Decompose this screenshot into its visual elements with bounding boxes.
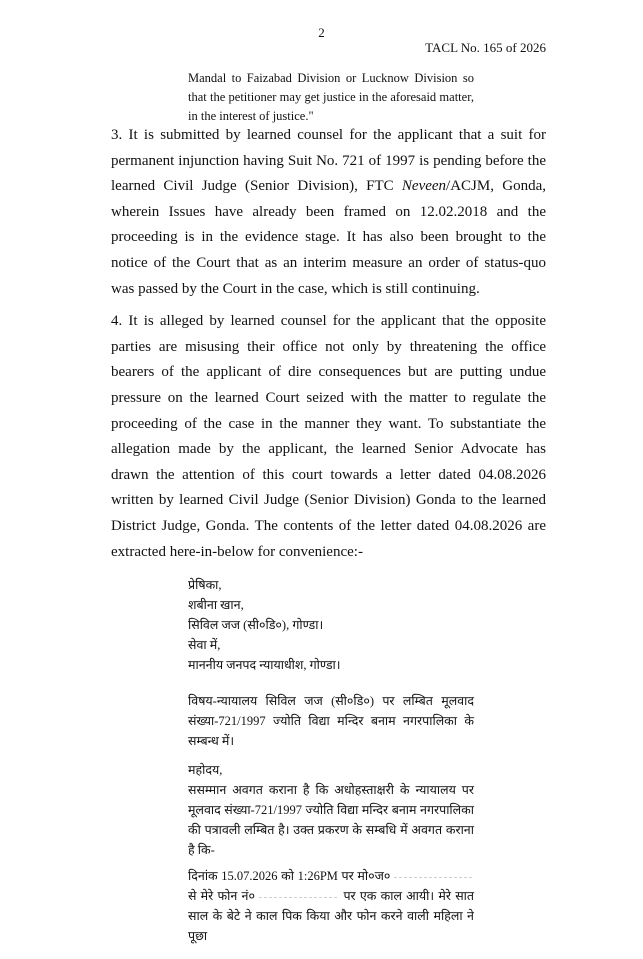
letter-paragraph-2-b: से मेरे फोन नं० xyxy=(188,889,255,903)
redacted-number xyxy=(394,877,474,878)
letter-paragraph-1: ससम्मान अवगत कराना है कि अधोहस्ताक्षरी के न्यायालय पर मूलवाद संख्या-721/1997 ज्योति विद्या मन्दिर बनाम नगरपालिका की पत्रावली लम्बित है। उक्त प्रकरण के सम्बधि में अवगत कराना है कि- xyxy=(188,783,474,857)
letter-body-2 xyxy=(188,866,474,946)
block-quote: Mandal to Faizabad Division or Lucknow Division so that the petitioner may get justice in the aforesaid matter, in the interest of justice." xyxy=(188,71,474,123)
letter-address xyxy=(188,575,474,675)
letter-paragraph-2-a: दिनांक 15.07.2026 को 1:26PM पर मो०ज० xyxy=(188,869,391,883)
letter-salutation: महोदय, xyxy=(188,763,223,777)
paragraph-4: 4. It is alleged by learned counsel for the applicant that the opposite parties are misusing their office not only by threatening the office bearers of the applicant of dire consequences but are putting undue pressure on the learned Court seized with the matter to regulate the proceeding of the case in the manner they want. To substantiate the allegation made by the applicant, the learned Senior Advocate has drawn the attention of this court towards a letter dated 04.08.2026 written by learned Civil Judge (Senior Division) Gonda to the learned District Judge, Gonda. The contents of the letter dated 04.08.2026 are extracted here-in-below for convenience:- xyxy=(111,313,546,560)
redacted-number xyxy=(259,897,339,898)
page-number: 2 xyxy=(318,25,325,40)
letter-paragraph-2-c: पर एक काल आयी। मेरे सात साल के बेटे ने काल पिक किया और फोन करने वाली महिला ने पूछा xyxy=(188,889,475,943)
letter-address-line: शबीना खान, xyxy=(188,598,244,612)
paragraph-3-start: 3. It is submitted by learned counsel for the applicant that a suit for permanent injunction having Suit No. 721 of 1997 is pending before the learned Civil Judge (Senior Division), FTC xyxy=(111,127,546,195)
letter-address-line: माननीय जनपद न्यायाधीश, गोण्डा। xyxy=(188,658,341,672)
paragraph-3 xyxy=(111,123,546,302)
paragraph-3-italic: Neveen xyxy=(401,178,447,195)
letter-address-line: प्रेषिका, xyxy=(188,578,222,592)
letter-address-line: सिविल जज (सी०डि०), गोण्डा। xyxy=(188,618,324,632)
letter-address-line: सेवा में, xyxy=(188,638,221,652)
paragraph-3-end: /ACJM, Gonda, wherein Issues have already been framed on 12.02.2018 and the proceeding is in the evidence stage. It has also been brought to the notice of the Court that as an interim measure an order of status-quo was passed by the Court in the case, which is still continuing. xyxy=(111,178,546,297)
letter-subject: विषय-न्यायालय सिविल जज (सी०डि०) पर लम्बित मूलवाद संख्या-721/1997 ज्योति विद्या मन्दिर बनाम नगरपालिका के सम्बन्ध में। xyxy=(188,694,474,748)
case-number: TACL No. 165 of 2026 xyxy=(425,40,546,55)
main-text xyxy=(111,123,546,565)
letter-body-1 xyxy=(188,760,474,860)
letter-paragraph-2 xyxy=(188,866,474,946)
